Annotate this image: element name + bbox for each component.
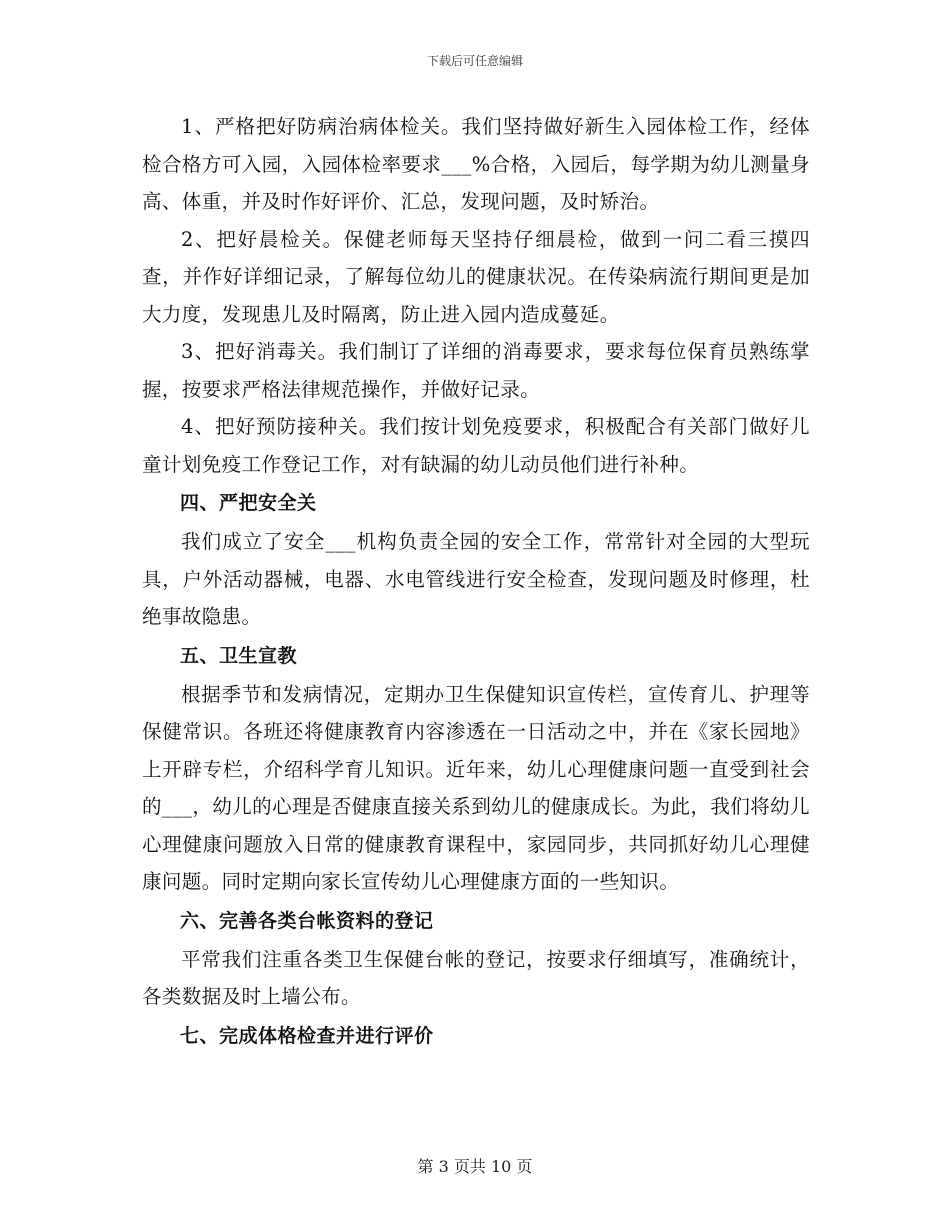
paragraph-3: 3、把好消毒关。我们制订了详细的消毒要求，要求每位保育员熟练掌握，按要求严格法律规范操作，并做好记录。 — [142, 340, 810, 401]
paragraph-safety: 我们成立了安全___机构负责全园的安全工作，常常针对全园的大型玩具，户外活动器械，电器、水电管线进行安全检查，发现问题及时修理，杜绝事故隐患。 — [142, 530, 810, 628]
paragraph-2: 2、把好晨检关。保健老师每天坚持仔细晨检，做到一问二看三摸四查，并作好详细记录，了解每位幼儿的健康状况。在传染病流行期间更是加大力度，发现患儿及时隔离，防止进入园内造成蔓延。 — [142, 227, 810, 326]
page-header: 下载后可任意编辑 — [426, 54, 523, 68]
page-number: 第 3 页共 10 页 — [417, 1157, 533, 1176]
paragraph-health-education: 根据季节和发病情况，定期办卫生保健知识宣传栏，宣传育儿、护理等保健常识。各班还将健康教育内容渗透在一日活动之中，并在《家长园地》上开辟专栏，介绍科学育儿知识。近年来，幼儿心理健康问题一直受到社会的___，幼儿的心理是否健康直接关系到幼儿的健康成长。为此，我们将幼儿心理健康问题放入日常的健康教育课程中，家园同步，共同抓好幼儿心理健康问题。同时定期向家长宣传幼儿心理健康方面的一些知识。 — [142, 682, 810, 893]
section-heading-7: 七、完成体格检查并进行评价 — [180, 1024, 434, 1047]
paragraph-records: 平常我们注重各类卫生保健台帐的登记，按要求仔细填写，准确统计，各类数据及时上墙公布。 — [142, 947, 810, 1008]
section-heading-5: 五、卫生宣教 — [180, 644, 298, 667]
paragraph-1: 1、严格把好防病治病体检关。我们坚持做好新生入园体检工作，经体检合格方可入园，入园体检率要求___%合格，入园后，每学期为幼儿测量身高、体重，并及时作好评价、汇总，发现问题，及时矫治。 — [142, 115, 810, 213]
section-heading-4: 四、严把安全关 — [180, 492, 317, 514]
section-heading-6: 六、完善各类台帐资料的登记 — [180, 909, 434, 932]
paragraph-4: 4、把好预防接种关。我们按计划免疫要求，积极配合有关部门做好儿童计划免疫工作登记工作，对有缺漏的幼儿动员他们进行补种。 — [142, 415, 810, 476]
document-body — [142, 108, 810, 1056]
